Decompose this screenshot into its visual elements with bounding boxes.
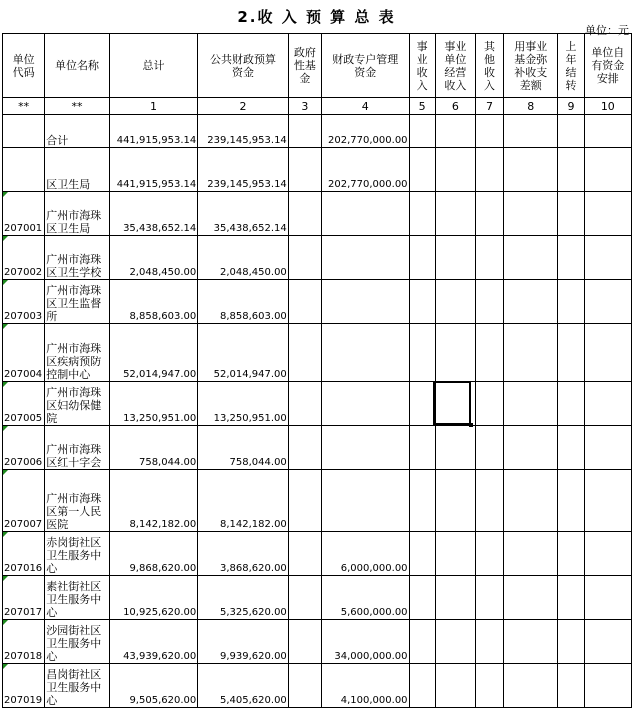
header-cell: 单位名称 bbox=[45, 34, 109, 98]
header-cell: 财政专户管理 资金 bbox=[322, 34, 410, 98]
empty-cell[interactable] bbox=[504, 148, 558, 192]
empty-cell[interactable] bbox=[435, 576, 475, 620]
special-account-cell[interactable] bbox=[322, 324, 410, 382]
total-cell[interactable]: 35,438,652.14 bbox=[109, 192, 198, 236]
unit-code-cell[interactable]: 207002 bbox=[3, 236, 45, 280]
public-budget-cell[interactable]: 5,405,620.00 bbox=[198, 664, 289, 708]
col-number: ** bbox=[45, 98, 109, 115]
empty-cell[interactable] bbox=[475, 236, 503, 280]
total-cell[interactable]: 2,048,450.00 bbox=[109, 236, 198, 280]
table-row bbox=[3, 115, 632, 148]
header-cell: 上 年 结 转 bbox=[558, 34, 584, 98]
empty-cell[interactable] bbox=[558, 532, 584, 576]
empty-cell[interactable] bbox=[558, 192, 584, 236]
empty-cell[interactable] bbox=[558, 470, 584, 532]
empty-cell[interactable] bbox=[584, 236, 631, 280]
empty-cell[interactable] bbox=[435, 532, 475, 576]
budget-table bbox=[2, 33, 632, 708]
col-number: 7 bbox=[475, 98, 503, 115]
total-cell[interactable]: 758,044.00 bbox=[109, 426, 198, 470]
empty-cell[interactable] bbox=[475, 324, 503, 382]
total-cell[interactable]: 441,915,953.14 bbox=[109, 115, 198, 148]
total-cell[interactable]: 10,925,620.00 bbox=[109, 576, 198, 620]
empty-cell[interactable] bbox=[435, 324, 475, 382]
empty-cell[interactable] bbox=[409, 532, 435, 576]
col-number: 8 bbox=[504, 98, 558, 115]
empty-cell[interactable] bbox=[584, 115, 631, 148]
empty-cell[interactable] bbox=[558, 324, 584, 382]
unit-name-cell[interactable]: 昌岗街社区卫生服务中心 bbox=[45, 664, 109, 708]
empty-cell[interactable] bbox=[584, 324, 631, 382]
public-budget-cell[interactable]: 13,250,951.00 bbox=[198, 382, 289, 426]
empty-cell[interactable] bbox=[558, 664, 584, 708]
unit-name-cell[interactable]: 广州市海珠区红十字会 bbox=[45, 426, 109, 470]
gov-fund-cell[interactable] bbox=[288, 382, 321, 426]
empty-cell[interactable] bbox=[409, 576, 435, 620]
empty-cell[interactable] bbox=[584, 148, 631, 192]
empty-cell[interactable] bbox=[584, 192, 631, 236]
empty-cell[interactable] bbox=[475, 382, 503, 426]
empty-cell[interactable] bbox=[504, 620, 558, 664]
empty-cell[interactable] bbox=[584, 426, 631, 470]
public-budget-cell[interactable]: 9,939,620.00 bbox=[198, 620, 289, 664]
unit-name-cell[interactable]: 赤岗街社区卫生服务中心 bbox=[45, 532, 109, 576]
total-cell[interactable]: 52,014,947.00 bbox=[109, 324, 198, 382]
unit-name-cell[interactable]: 合计 bbox=[45, 115, 109, 148]
header-cell: 单位 代码 bbox=[3, 34, 45, 98]
col-number: 4 bbox=[322, 98, 410, 115]
total-cell[interactable]: 8,858,603.00 bbox=[109, 280, 198, 324]
empty-cell[interactable] bbox=[584, 620, 631, 664]
unit-name-cell[interactable]: 广州市海珠区第一人民医院 bbox=[45, 470, 109, 532]
total-cell[interactable]: 9,868,620.00 bbox=[109, 532, 198, 576]
col-number: 10 bbox=[584, 98, 631, 115]
empty-cell[interactable] bbox=[409, 115, 435, 148]
table-row bbox=[3, 324, 632, 382]
gov-fund-cell[interactable] bbox=[288, 532, 321, 576]
empty-cell[interactable] bbox=[435, 470, 475, 532]
empty-cell[interactable] bbox=[504, 382, 558, 426]
public-budget-cell[interactable]: 2,048,450.00 bbox=[198, 236, 289, 280]
empty-cell[interactable] bbox=[584, 280, 631, 324]
empty-cell[interactable] bbox=[475, 470, 503, 532]
header-cell: 用事业 基金弥 补收支 差额 bbox=[504, 34, 558, 98]
column-number-row bbox=[3, 98, 632, 115]
gov-fund-cell[interactable] bbox=[288, 236, 321, 280]
col-number: 3 bbox=[288, 98, 321, 115]
col-number: ** bbox=[3, 98, 45, 115]
col-number: 2 bbox=[198, 98, 289, 115]
table-row bbox=[3, 426, 632, 470]
unit-code-cell[interactable]: 207007 bbox=[3, 470, 45, 532]
empty-cell[interactable] bbox=[475, 532, 503, 576]
empty-cell[interactable] bbox=[409, 382, 435, 426]
empty-cell[interactable] bbox=[558, 426, 584, 470]
empty-cell[interactable] bbox=[504, 192, 558, 236]
empty-cell[interactable] bbox=[409, 148, 435, 192]
unit-code-cell[interactable]: 207017 bbox=[3, 576, 45, 620]
gov-fund-cell[interactable] bbox=[288, 470, 321, 532]
unit-code-cell[interactable]: 207005 bbox=[3, 382, 45, 426]
special-account-cell[interactable] bbox=[322, 236, 410, 280]
table-row bbox=[3, 664, 632, 708]
unit-name-cell[interactable]: 区卫生局 bbox=[45, 148, 109, 192]
empty-cell[interactable] bbox=[504, 426, 558, 470]
empty-cell[interactable] bbox=[504, 664, 558, 708]
empty-cell[interactable] bbox=[584, 470, 631, 532]
gov-fund-cell[interactable] bbox=[288, 620, 321, 664]
empty-cell[interactable] bbox=[558, 620, 584, 664]
header-row bbox=[3, 34, 632, 98]
empty-cell[interactable] bbox=[504, 576, 558, 620]
special-account-cell[interactable]: 202,770,000.00 bbox=[322, 148, 410, 192]
unit-code-cell[interactable]: 207019 bbox=[3, 664, 45, 708]
public-budget-cell[interactable]: 5,325,620.00 bbox=[198, 576, 289, 620]
unit-code-cell[interactable] bbox=[3, 115, 45, 148]
empty-cell[interactable] bbox=[504, 236, 558, 280]
special-account-cell[interactable]: 4,100,000.00 bbox=[322, 664, 410, 708]
empty-cell[interactable] bbox=[475, 426, 503, 470]
empty-cell[interactable] bbox=[475, 280, 503, 324]
col-number: 1 bbox=[109, 98, 198, 115]
col-number: 6 bbox=[435, 98, 475, 115]
special-account-cell[interactable] bbox=[322, 470, 410, 532]
unit-name-cell[interactable]: 沙园街社区卫生服务中心 bbox=[45, 620, 109, 664]
gov-fund-cell[interactable] bbox=[288, 192, 321, 236]
table-row bbox=[3, 280, 632, 324]
table-title: 2.收 入 预 算 总 表 bbox=[237, 8, 396, 26]
empty-cell[interactable] bbox=[504, 324, 558, 382]
empty-cell[interactable] bbox=[435, 664, 475, 708]
table-row bbox=[3, 620, 632, 664]
empty-cell[interactable] bbox=[475, 576, 503, 620]
header-cell: 单位自 有资金 安排 bbox=[584, 34, 631, 98]
gov-fund-cell[interactable] bbox=[288, 324, 321, 382]
empty-cell[interactable] bbox=[409, 236, 435, 280]
header-cell: 公共财政预算 资金 bbox=[198, 34, 289, 98]
public-budget-cell[interactable]: 8,142,182.00 bbox=[198, 470, 289, 532]
unit-name-cell[interactable]: 广州市海珠区卫生局 bbox=[45, 192, 109, 236]
col-number: 5 bbox=[409, 98, 435, 115]
total-cell[interactable]: 43,939,620.00 bbox=[109, 620, 198, 664]
unit-label: 单位：元 bbox=[585, 24, 629, 37]
public-budget-cell[interactable]: 239,145,953.14 bbox=[198, 115, 289, 148]
empty-cell[interactable] bbox=[475, 115, 503, 148]
header-cell: 政府 性基 金 bbox=[288, 34, 321, 98]
empty-cell[interactable] bbox=[584, 532, 631, 576]
total-cell[interactable]: 441,915,953.14 bbox=[109, 148, 198, 192]
empty-cell[interactable] bbox=[435, 148, 475, 192]
public-budget-cell[interactable]: 239,145,953.14 bbox=[198, 148, 289, 192]
table-row bbox=[3, 236, 632, 280]
empty-cell[interactable] bbox=[475, 192, 503, 236]
empty-cell[interactable] bbox=[504, 115, 558, 148]
empty-cell[interactable] bbox=[435, 620, 475, 664]
public-budget-cell[interactable]: 35,438,652.14 bbox=[198, 192, 289, 236]
public-budget-cell[interactable]: 8,858,603.00 bbox=[198, 280, 289, 324]
gov-fund-cell[interactable] bbox=[288, 664, 321, 708]
header-cell: 其 他 收 入 bbox=[475, 34, 503, 98]
total-cell[interactable]: 13,250,951.00 bbox=[109, 382, 198, 426]
empty-cell[interactable] bbox=[435, 382, 475, 426]
empty-cell[interactable] bbox=[435, 236, 475, 280]
public-budget-cell[interactable]: 3,868,620.00 bbox=[198, 532, 289, 576]
special-account-cell[interactable] bbox=[322, 192, 410, 236]
empty-cell[interactable] bbox=[558, 236, 584, 280]
special-account-cell[interactable] bbox=[322, 426, 410, 470]
special-account-cell[interactable]: 202,770,000.00 bbox=[322, 115, 410, 148]
unit-code-cell[interactable]: 207004 bbox=[3, 324, 45, 382]
empty-cell[interactable] bbox=[435, 426, 475, 470]
empty-cell[interactable] bbox=[504, 532, 558, 576]
table-row bbox=[3, 382, 632, 426]
empty-cell[interactable] bbox=[584, 576, 631, 620]
unit-code-cell[interactable]: 207001 bbox=[3, 192, 45, 236]
empty-cell[interactable] bbox=[409, 470, 435, 532]
empty-cell[interactable] bbox=[584, 382, 631, 426]
header-cell: 事 业 收 入 bbox=[409, 34, 435, 98]
gov-fund-cell[interactable] bbox=[288, 115, 321, 148]
empty-cell[interactable] bbox=[409, 620, 435, 664]
empty-cell[interactable] bbox=[435, 280, 475, 324]
unit-code-cell[interactable]: 207016 bbox=[3, 532, 45, 576]
empty-cell[interactable] bbox=[435, 115, 475, 148]
unit-name-cell[interactable]: 广州市海珠区卫生学校 bbox=[45, 236, 109, 280]
empty-cell[interactable] bbox=[409, 664, 435, 708]
empty-cell[interactable] bbox=[409, 192, 435, 236]
total-cell[interactable]: 9,505,620.00 bbox=[109, 664, 198, 708]
empty-cell[interactable] bbox=[435, 192, 475, 236]
gov-fund-cell[interactable] bbox=[288, 280, 321, 324]
table-body bbox=[3, 34, 632, 708]
unit-code-cell[interactable] bbox=[3, 148, 45, 192]
table-row bbox=[3, 576, 632, 620]
empty-cell[interactable] bbox=[504, 280, 558, 324]
special-account-cell[interactable]: 5,600,000.00 bbox=[322, 576, 410, 620]
table-row bbox=[3, 148, 632, 192]
unit-name-cell[interactable]: 广州市海珠区疾病预防控制中心 bbox=[45, 324, 109, 382]
special-account-cell[interactable] bbox=[322, 280, 410, 324]
unit-name-cell[interactable]: 广州市海珠区卫生监督所 bbox=[45, 280, 109, 324]
empty-cell[interactable] bbox=[409, 324, 435, 382]
special-account-cell[interactable] bbox=[322, 382, 410, 426]
special-account-cell[interactable]: 6,000,000.00 bbox=[322, 532, 410, 576]
empty-cell[interactable] bbox=[504, 470, 558, 532]
table-row bbox=[3, 532, 632, 576]
table-row bbox=[3, 470, 632, 532]
empty-cell[interactable] bbox=[475, 148, 503, 192]
unit-code-cell[interactable]: 207006 bbox=[3, 426, 45, 470]
empty-cell[interactable] bbox=[409, 426, 435, 470]
unit-name-cell[interactable]: 素社街社区卫生服务中心 bbox=[45, 576, 109, 620]
empty-cell[interactable] bbox=[409, 280, 435, 324]
public-budget-cell[interactable]: 758,044.00 bbox=[198, 426, 289, 470]
table-row bbox=[3, 192, 632, 236]
header-cell: 总计 bbox=[109, 34, 198, 98]
empty-cell[interactable] bbox=[584, 664, 631, 708]
unit-code-cell[interactable]: 207018 bbox=[3, 620, 45, 664]
public-budget-cell[interactable]: 52,014,947.00 bbox=[198, 324, 289, 382]
unit-code-cell[interactable]: 207003 bbox=[3, 280, 45, 324]
special-account-cell[interactable]: 34,000,000.00 bbox=[322, 620, 410, 664]
empty-cell[interactable] bbox=[475, 664, 503, 708]
empty-cell[interactable] bbox=[475, 620, 503, 664]
empty-cell[interactable] bbox=[558, 280, 584, 324]
gov-fund-cell[interactable] bbox=[288, 576, 321, 620]
gov-fund-cell[interactable] bbox=[288, 148, 321, 192]
empty-cell[interactable] bbox=[558, 115, 584, 148]
col-number: 9 bbox=[558, 98, 584, 115]
empty-cell[interactable] bbox=[558, 382, 584, 426]
empty-cell[interactable] bbox=[558, 148, 584, 192]
total-cell[interactable]: 8,142,182.00 bbox=[109, 470, 198, 532]
unit-name-cell[interactable]: 广州市海珠区妇幼保健院 bbox=[45, 382, 109, 426]
empty-cell[interactable] bbox=[558, 576, 584, 620]
gov-fund-cell[interactable] bbox=[288, 426, 321, 470]
header-cell: 事业 单位 经营 收入 bbox=[435, 34, 475, 98]
